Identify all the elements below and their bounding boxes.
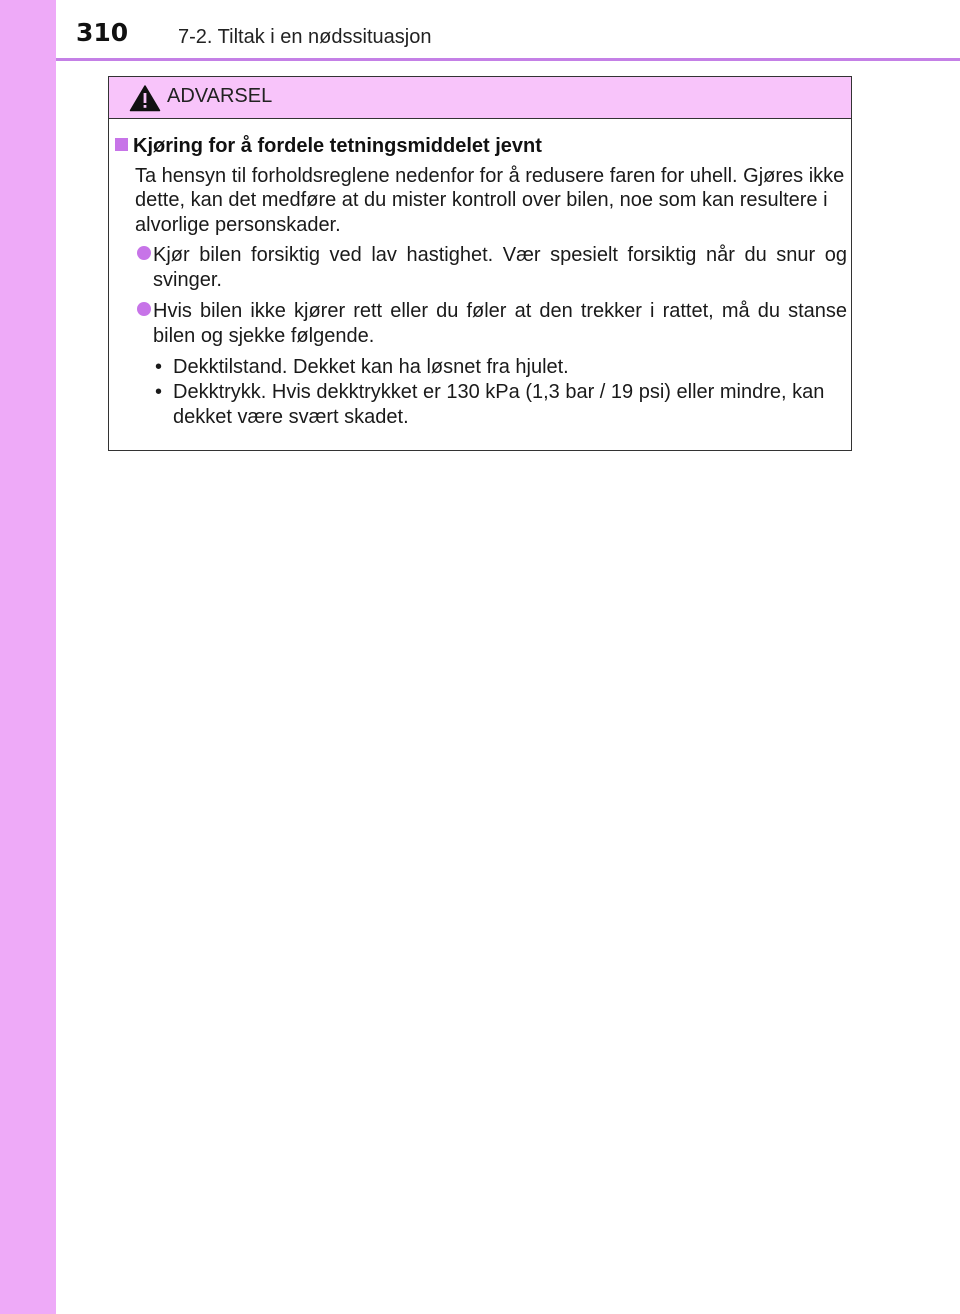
square-bullet-icon (115, 138, 128, 151)
sub-list-item (155, 355, 849, 380)
section-title: 7-2. Tiltak i en nødssituasjon (178, 26, 432, 48)
list-item-text: Hvis bilen ikke kjører rett eller du føler at den trekker i rattet, må du stanse bilen og sjekke følgende. (153, 300, 847, 347)
list-item (135, 299, 847, 348)
topic-heading (115, 135, 542, 158)
sub-bullet-marker: • (155, 356, 163, 378)
sub-bullet-marker: • (155, 381, 163, 403)
warning-body (109, 118, 851, 450)
list-item-text: Kjør bilen forsiktig ved lav hastighet. Vær spesielt forsiktig når du snur og svinger. (153, 244, 847, 291)
warning-label: ADVARSEL (167, 85, 273, 107)
warning-box (108, 76, 852, 451)
sub-list-item (155, 380, 849, 429)
bullet-dot-icon (137, 302, 151, 316)
side-band (0, 0, 56, 1314)
topic-text: Kjøring for å fordele tetningsmiddelet jevnt (133, 135, 542, 157)
list-item (135, 243, 847, 292)
page-number: 310 (76, 18, 129, 47)
sub-list-item-text: Dekktrykk. Hvis dekktrykket er 130 kPa (1,3 bar / 19 psi) eller mindre, kan dekket være svært skadet. (173, 381, 825, 428)
warning-header (109, 77, 851, 119)
intro-paragraph: Ta hensyn til forholdsreglene nedenfor for å redusere faren for uhell. Gjøres ikke dette, kan det medføre at du mister kontroll over bilen, noe som kan resultere i alvorlige personskader. (135, 165, 845, 236)
sub-list-item-text: Dekktilstand. Dekket kan ha løsnet fra hjulet. (173, 356, 569, 378)
header-rule (56, 58, 960, 61)
warning-triangle-icon (129, 84, 161, 112)
bullet-dot-icon (137, 246, 151, 260)
